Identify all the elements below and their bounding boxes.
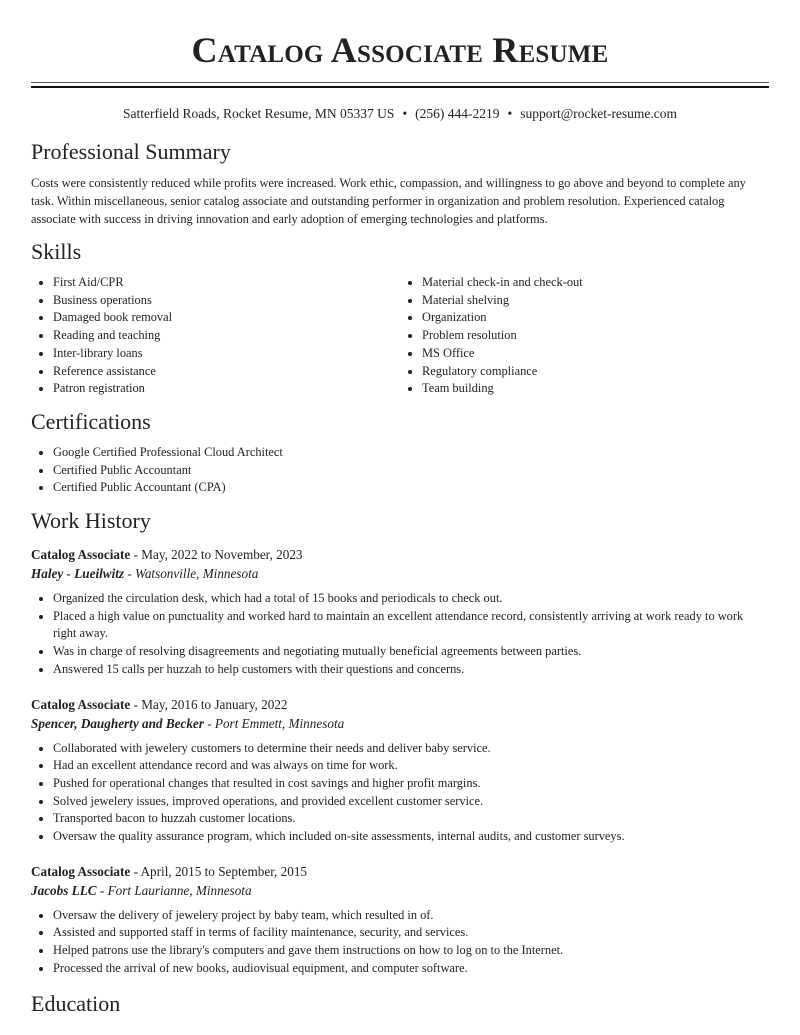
job-title: Catalog Associate [31, 547, 131, 563]
job-bullet: • Was in charge of resolving disagreements and negotiating mutually beneficial agreements between parties. [53, 643, 769, 661]
contact-email: support@rocket-resume.com [520, 106, 678, 121]
work-history-section [31, 507, 769, 978]
resume-title: Catalog Associate Resume [191, 30, 609, 70]
company-location: Fort Laurianne, Minnesota [107, 882, 252, 898]
company-name: Haley - Lueilwitz [31, 566, 125, 582]
certification-item: • Certified Public Accountant [53, 462, 769, 480]
divider-thin-line [31, 82, 769, 83]
job-title-line [31, 545, 769, 564]
skill-item: • Inter-library loans [53, 345, 400, 363]
company-line [31, 564, 769, 583]
dash: - [203, 715, 215, 731]
contact-phone: (256) 444-2219 [415, 106, 500, 121]
summary-text: Costs were consistently reduced while profits were increased. Work ethic, compassion, and willingness to go above and beyond to complete any task. Within miscellaneous, senior catalog associate and outstanding performer in organization and problem resolution. Experienced catalog associate with success in driving innovation and early adoption of emerging technologies and platforms. [31, 176, 746, 226]
dash: - [130, 547, 142, 563]
skill-item: • Problem resolution [422, 327, 769, 345]
contact-info [31, 104, 769, 124]
section-heading: Professional Summary [31, 139, 231, 164]
job-bullets [31, 907, 769, 978]
company-location: Watsonville, Minnesota [135, 566, 259, 582]
company-line [31, 714, 769, 733]
job-dates: May, 2022 to November, 2023 [141, 547, 303, 563]
job-entry [31, 862, 769, 978]
job-title-line [31, 695, 769, 714]
skill-item: • First Aid/CPR [53, 274, 400, 292]
company-name: Spencer, Daugherty and Becker [31, 715, 204, 731]
dash: - [124, 566, 136, 582]
skills-list-right [400, 274, 769, 398]
skill-item: • Material check-in and check-out [422, 274, 769, 292]
job-bullet: • Placed a high value on punctuality and worked hard to maintain an excellent attendance record, consistently arriving at work ready to work right away. [53, 608, 769, 643]
skill-item: • Reference assistance [53, 363, 400, 381]
job-bullet: • Transported bacon to huzzah customer locations. [53, 810, 769, 828]
job-bullet: • Helped patrons use the library's computers and gave them instructions on how to log on to the Internet. [53, 942, 769, 960]
skills-section [31, 238, 769, 398]
job-bullet: • Oversaw the delivery of jewelery project by baby team, which resulted in of. [53, 907, 769, 925]
dash: - [96, 882, 108, 898]
job-bullets [31, 590, 769, 679]
job-bullet: • Solved jewelery issues, improved operations, and provided excellent customer service. [53, 793, 769, 811]
job-bullet: • Collaborated with jewelery customers to determine their needs and deliver baby service. [53, 740, 769, 758]
job-dates: May, 2016 to January, 2022 [141, 696, 288, 712]
certification-item: • Google Certified Professional Cloud Architect [53, 444, 769, 462]
skill-item: • Regulatory compliance [422, 363, 769, 381]
skill-item: • Team building [422, 380, 769, 398]
company-name: Jacobs LLC [31, 882, 97, 898]
job-title: Catalog Associate [31, 696, 131, 712]
section-heading: Certifications [31, 408, 151, 434]
job-bullet: • Pushed for operational changes that resulted in cost savings and higher profit margins. [53, 775, 769, 793]
job-bullets [31, 740, 769, 846]
dash: - [130, 696, 142, 712]
job-bullet: • Had an excellent attendance record and was always on time for work. [53, 757, 769, 775]
skill-item: • Damaged book removal [53, 309, 400, 327]
certifications-list [31, 444, 769, 497]
section-heading: Skills [31, 239, 82, 264]
skill-item: • Reading and teaching [53, 327, 400, 345]
certification-item: • Certified Public Accountant (CPA) [53, 479, 769, 497]
divider-thick-line [31, 86, 769, 88]
skills-list-left [31, 274, 400, 398]
education-section [31, 990, 769, 1018]
job-entry [31, 545, 769, 679]
skill-item: • Patron registration [53, 380, 400, 398]
job-bullet: • Answered 15 calls per huzzah to help customers with their questions and concerns. [53, 661, 769, 679]
section-heading: Education [31, 990, 121, 1016]
skills-grid [31, 274, 769, 398]
contact-address: Satterfield Roads, Rocket Resume, MN 05337 US [122, 106, 395, 121]
dash: - [130, 863, 141, 879]
job-title-line [31, 862, 769, 881]
job-entry [31, 695, 769, 846]
certifications-section [31, 408, 769, 497]
company-location: Port Emmett, Minnesota [214, 715, 345, 731]
job-title: Catalog Associate [31, 863, 131, 879]
skill-item: • MS Office [422, 345, 769, 363]
job-bullet: • Processed the arrival of new books, audiovisual equipment, and computer software. [53, 960, 769, 978]
company-line [31, 881, 769, 900]
separator-dot: • [402, 106, 408, 121]
professional-summary-section [31, 138, 769, 228]
job-bullet: • Assisted and supported staff in terms of facility maintenance, security, and services. [53, 924, 769, 942]
section-heading: Work History [31, 508, 151, 534]
job-bullet: • Organized the circulation desk, which had a total of 15 books and periodicals to check out. [53, 590, 769, 608]
skill-item: • Business operations [53, 292, 400, 310]
header-divider [31, 82, 769, 88]
skill-item: • Material shelving [422, 292, 769, 310]
separator-dot: • [507, 106, 513, 121]
job-bullet: • Oversaw the quality assurance program, which included on-site assessments, internal audits, and customer surveys. [53, 828, 769, 846]
job-dates: April, 2015 to September, 2015 [140, 863, 308, 879]
skill-item: • Organization [422, 309, 769, 327]
